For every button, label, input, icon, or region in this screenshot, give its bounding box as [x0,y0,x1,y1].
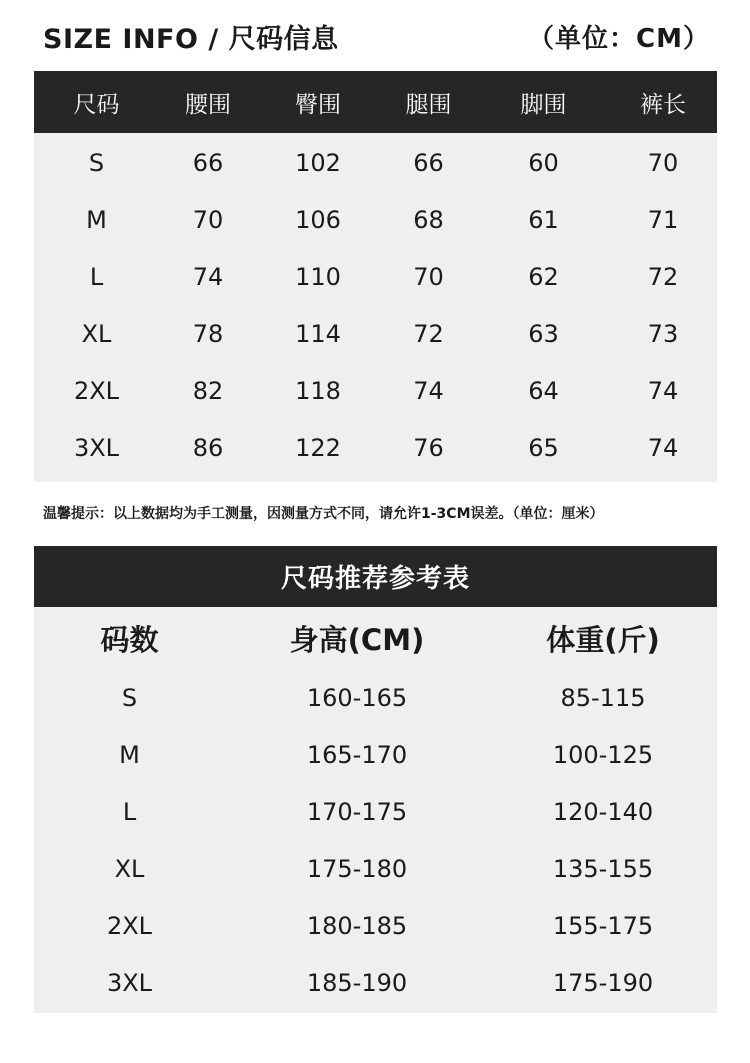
column-header-size: 尺码 [73,91,120,118]
table-cell: 120-140 [552,797,654,826]
table-cell: 100-125 [552,740,654,769]
table-cell: 175-180 [306,854,408,883]
table-cell: 155-175 [552,911,654,940]
column-header-hem: 脚围 [520,91,567,118]
table-cell: 3XL [106,968,153,997]
page-title: SIZE INFO / 尺码信息 [43,23,339,55]
table-cell: 60 [528,148,559,177]
table-row [34,840,717,897]
table-cell: 70 [647,148,679,177]
table-cell: 85-115 [560,683,646,712]
table-cell: 86 [192,433,224,462]
table-cell: 135-155 [552,854,654,883]
table-cell: 62 [528,262,559,291]
recommend-table-header [34,546,717,607]
table-cell: 70 [192,205,224,234]
table-row [34,362,717,419]
table-row [34,669,717,726]
table-cell: 73 [647,319,679,348]
table-cell: 175-190 [552,968,654,997]
column-header-thigh: 腿围 [405,91,452,118]
table-cell: 63 [528,319,559,348]
table-cell: 68 [413,205,444,234]
table-cell: 72 [647,262,679,291]
table-cell: M [86,205,107,234]
size-table-header [34,71,717,133]
table-cell: S [88,148,105,177]
table-row [34,305,717,362]
table-row [34,248,717,305]
table-cell: 74 [647,433,679,462]
table-cell: 2XL [73,376,120,405]
measurement-note: 温馨提示：以上数据均为手工测量，因测量方式不同，请允许1-3CM误差。（单位：厘米） [43,506,604,522]
table-cell: 3XL [73,433,120,462]
table-cell: L [89,262,104,291]
table-cell: 185-190 [306,968,408,997]
table-row [34,419,717,476]
unit-label: （单位：CM） [528,23,710,54]
size-table-body [34,133,717,476]
page-header [43,14,710,58]
table-cell: 165-170 [306,740,408,769]
table-cell: 66 [192,148,224,177]
table-cell: 78 [192,319,224,348]
table-cell: 2XL [106,911,153,940]
table-cell: 118 [295,376,341,405]
column-header-weight: 体重(斤) [546,622,660,657]
table-cell: XL [114,854,145,883]
size-table [34,71,717,482]
column-header-waist: 腰围 [185,91,231,118]
table-row [34,954,717,1011]
table-cell: 102 [295,148,341,177]
table-cell: L [122,797,137,826]
table-cell: 160-165 [306,683,408,712]
table-cell: 70 [413,262,444,291]
table-cell: 74 [647,376,679,405]
table-row [34,726,717,783]
recommend-column-headers [34,607,717,669]
table-cell: 82 [192,376,224,405]
table-cell: 106 [295,205,341,234]
table-cell: 170-175 [306,797,408,826]
table-cell: S [121,683,138,712]
table-cell: 66 [413,148,444,177]
table-cell: M [119,740,140,769]
table-cell: 114 [295,319,341,348]
table-cell: 122 [295,433,341,462]
table-cell: 76 [413,433,444,462]
column-header-size: 码数 [100,622,159,657]
table-cell: 61 [528,205,559,234]
table-cell: 64 [528,376,559,405]
table-cell: 74 [192,262,224,291]
table-row [34,897,717,954]
column-header-length: 裤长 [640,91,686,118]
table-row [34,191,717,248]
table-cell: 110 [295,262,341,291]
table-cell: 65 [528,433,559,462]
recommend-table [34,546,717,1013]
table-cell: 72 [413,319,444,348]
table-cell: 180-185 [306,911,408,940]
recommend-table-title: 尺码推荐参考表 [280,564,470,594]
table-cell: 71 [647,205,679,234]
table-row [34,783,717,840]
table-cell: XL [81,319,112,348]
table-cell: 74 [413,376,444,405]
table-row [34,134,717,191]
column-header-hip: 臀围 [295,91,341,118]
column-header-height: 身高(CM) [289,622,425,657]
recommend-table-body [34,669,717,1011]
